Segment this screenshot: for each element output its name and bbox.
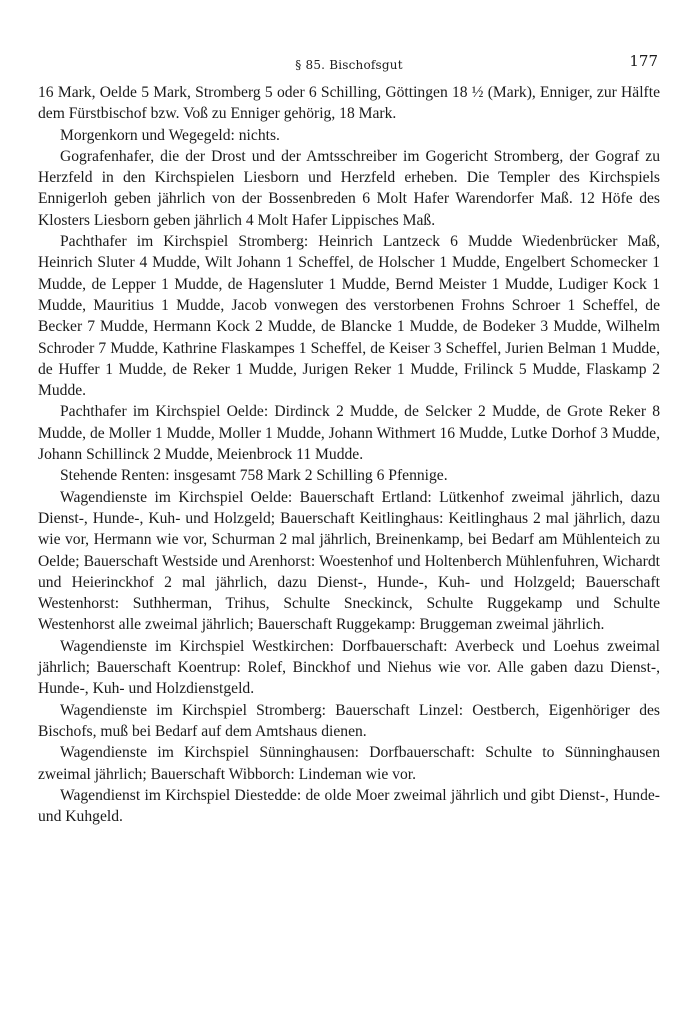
- body-text: [38, 82, 660, 827]
- paragraph: Wagendienste im Kirchspiel Sünninghausen: Dorfbauerschaft: Schulte to Sünninghausen zweimal jährlich; Bauerschaft Wibborch: Lindeman wie vor.: [38, 744, 660, 783]
- book-page: [38, 52, 660, 827]
- paragraph: Morgenkorn und Wegegeld: nichts.: [60, 126, 280, 144]
- paragraph: Stehende Renten: insgesamt 758 Mark 2 Schilling 6 Pfennige.: [60, 467, 448, 485]
- paragraph-continuation: 16 Mark, Oelde 5 Mark, Stromberg 5 oder 6 Schilling, Göttingen 18 ½ (Mark), Enniger, zur Hälfte dem Fürstbischof bzw. Voß zu Enniger gehörig, 18 Mark.: [38, 84, 660, 123]
- running-title: § 85. Bischofsgut: [295, 58, 403, 72]
- paragraph: Pachthafer im Kirchspiel Stromberg: Heinrich Lantzeck 6 Mudde Wiedenbrücker Maß, Heinrich Sluter 4 Mudde, Wilt Johann 1 Scheffel, de Holscher 1 Mudde, Engelbert Schomecker 1 Mudde, de Lepper 1 Mudde, de Hagensluter 1 Mudde, Bernd Meister 1 Mudde, Ludiger Kock 1 Mudde, Mauritius 1 Mudde, Jacob vonwegen des verstorbenen Frohns Schroer 1 Scheffel, de Becker 7 Mudde, Hermann Kock 2 Mudde, de Blancke 1 Mudde, de Bodeker 3 Mudde, Wilhelm Schroder 7 Mudde, Kathrine Flaskampes 1 Scheffel, de Keiser 3 Scheffel, Jurien Belman 1 Mudde, de Huffer 1 Mudde, de Reker 1 Mudde, Jurigen Reker 1 Mudde, Frilinck 5 Mudde, Flaskamp 2 Mudde.: [38, 233, 660, 400]
- paragraph: Wagendienste im Kirchspiel Westkirchen: Dorfbauerschaft: Averbeck und Loehus zweimal jährlich; Bauerschaft Koentrup: Rolef, Binckhof und Niehus wie vor. Alle gaben dazu Dienst-, Hunde-, Kuh- und Holzdienstgeld.: [38, 637, 660, 698]
- paragraph: Wagendienste im Kirchspiel Oelde: Bauerschaft Ertland: Lütkenhof zweimal jährlich, dazu Dienst-, Hunde-, Kuh- und Holzgeld; Bauerschaft Keitlinghaus: Keitlinghaus 2 mal jährlich, dazu wie vor, Hermann wie vor, Schurman 2 mal jährlich, Breinenkamp, bei Bedarf am Mühlenteich zu Oelde; Bauerschaft Westside und Arenhorst: Woestenhof und Holtenberch Mühlenfuhren, Wichardt und Heierinckhof 2 mal jährlich, dazu Dienst-, Hunde-, Kuh- und Holzgeld; Bauerschaft Westenhorst: Suthherman, Trihus, Schulte Sneckinck, Schulte Ruggekamp und Schulte Westenhorst alle zweimal jährlich; Bauerschaft Ruggekamp: Bruggeman zweimal jährlich.: [38, 488, 660, 634]
- paragraph: Wagendienste im Kirchspiel Stromberg: Bauerschaft Linzel: Oestberch, Eigenhöriger des Bischofs, muß bei Bedarf auf dem Amtshaus dienen.: [38, 701, 660, 740]
- paragraph: Wagendienst im Kirchspiel Diestedde: de olde Moer zweimal jährlich und gibt Dienst-, Hunde- und Kuhgeld.: [38, 786, 660, 826]
- paragraph: Gografenhafer, die der Drost und der Amtsschreiber im Gogericht Stromberg, der Gograf zu Herzfeld in den Kirchspielen Liesborn und Herzfeld erheben. Die Templer des Kirchspiels Ennigerloh geben jährlich von der Bossenbreden 6 Molt Hafer Warendorfer Maß. 12 Höfe des Klosters Liesborn geben jährlich 4 Molt Hafer Lippisches Maß.: [38, 147, 660, 229]
- running-head: [38, 52, 660, 76]
- paragraph: Pachthafer im Kirchspiel Oelde: Dirdinck 2 Mudde, de Selcker 2 Mudde, de Grote Reker 8 Mudde, de Moller 1 Mudde, Moller 1 Mudde, Johann Withmert 16 Mudde, Lutke Dorhof 3 Mudde, Johann Schillinck 2 Mudde, Meienbrock 11 Mudde.: [38, 403, 660, 464]
- page-number: 177: [629, 52, 658, 70]
